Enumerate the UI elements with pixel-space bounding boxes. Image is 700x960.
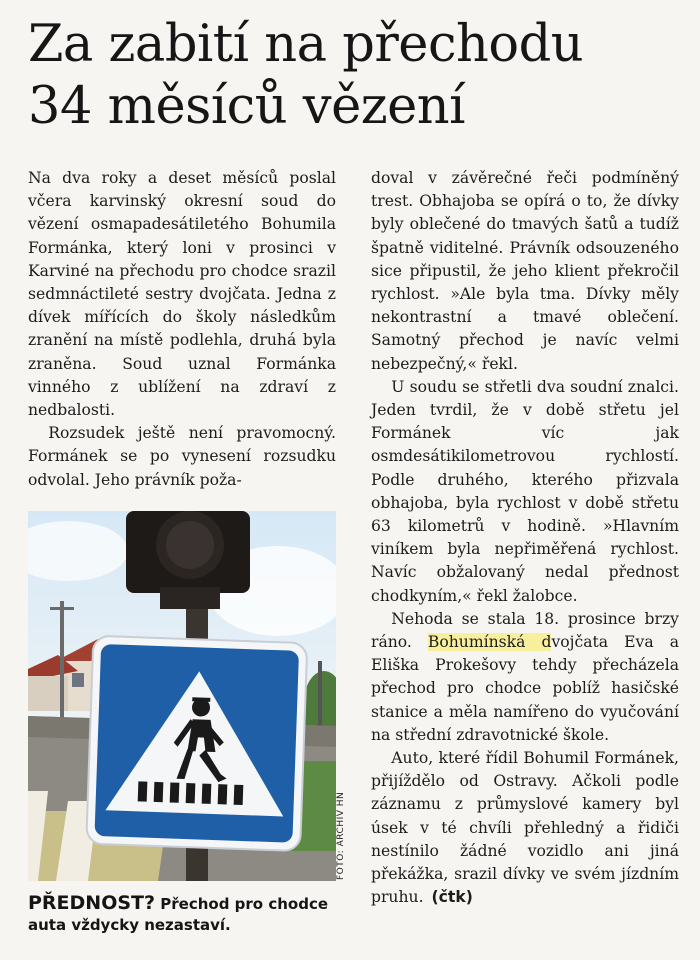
pedestrian-crossing-sign-icon: [86, 636, 307, 851]
photo-caption: [28, 893, 338, 936]
article-paragraph: Na dva roky a deset měsíců poslal včera karvinský okresní soud do vězení osmapadesátiletého Bohumila Formánka, který loni v prosinci v Karviné na přechodu pro chodce srazil sedmnáctileté sestry dvojčata. Jedna z dívek mířících do školy následkům zranění na místě podlehla, druhá byla zraněna. Soud uznal Formánka vinného z ublížení na zdraví z nedbalosti.: [28, 169, 336, 420]
photo: [28, 511, 336, 881]
article-paragraph: [371, 608, 679, 747]
article-text: vojčata Eva a Eliška Prokešovy tehdy přecházela přechod pro chodce poblíž hasičské stanice a měla namířeno do vyučování na střední zdravotnické škole.: [371, 633, 679, 744]
highlighted-text: Bohumínská d: [427, 633, 552, 652]
article-paragraph: U soudu se střetli dva soudní znalci. Jeden tvrdil, že v době střetu jel Formánek víc jak osmdesátikilometrovou rychlostí. Podle druhého, kterého přizvala obhajoba, byla rychlost v době střetu 63 kilometrů v hodině. »Hlavním viníkem byla nepřiměřená rychlost. Navíc obžalovaný nedal přednost chodkyním,« řekl žalobce.: [371, 377, 679, 605]
article-paragraph: Rozsudek ještě není pravomocný. Formánek se po vynesení rozsudku odvolal. Jeho právník poža-: [28, 424, 336, 489]
article-column-2: [371, 167, 679, 910]
photo-credit: [336, 760, 350, 880]
photo-credit-text: FOTO: ARCHIV HN: [336, 791, 346, 880]
agency-credit: (čtk): [431, 888, 473, 907]
headline-line-1: Za zabití na přechodu: [28, 15, 584, 74]
headline: [28, 14, 678, 138]
article-column-1: [28, 167, 336, 492]
article-paragraph: [371, 747, 679, 909]
article-text: Auto, které řídil Bohumil Formánek, přijíždělo od Ostravy. Ačkoli podle záznamu z průmyslové kamery byl úsek v té chvíli přehledný a řidiči nestínilo žádné vozidlo ani jiná překážka, srazil dívky ve svém jízdním pruhu.: [371, 749, 679, 907]
headline-line-2: 34 měsíců vězení: [28, 77, 465, 136]
caption-text: Přechod pro chodce auta vždycky nezastaví.: [28, 895, 329, 934]
traffic-sign-photo: [28, 511, 336, 881]
article-text: Nehoda se stala 18. prosince brzy ráno.: [371, 609, 679, 652]
caption-lead: PŘEDNOST?: [28, 892, 156, 914]
article-paragraph: doval v závěrečné řeči podmíněný trest. Obhajoba se opírá o to, že dívky byly oblečené do tmavých šatů a tudíž špatně viditelné. Právník odsouzeného sice připustil, že jeho klient překročil rychlost. »Ale byla tma. Dívky měly nekontrastní a tmavé oblečení. Samotný přechod je navíc velmi nebezpečný,« řekl.: [371, 169, 679, 373]
